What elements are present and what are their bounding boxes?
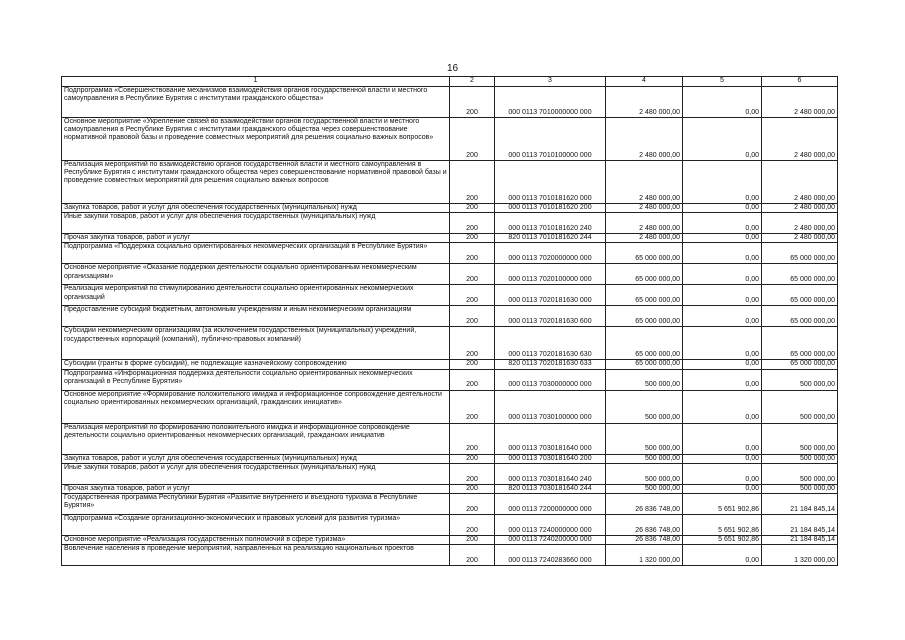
row-amount-total: 500 000,00: [762, 463, 838, 484]
table-row: [62, 234, 838, 243]
row-name: Подпрограмма «Поддержка социально ориентированных некоммерческих организаций в Республике Бурятия»: [62, 243, 450, 264]
table-row: [62, 285, 838, 306]
row-name: Подпрограмма «Создание организационно-экономических и правовых условий для развития туризма»: [62, 515, 450, 536]
row-amount-change: 0,00: [683, 264, 762, 285]
row-amount-plan: 500 000,00: [606, 454, 683, 463]
row-name: Основное мероприятие «Реализация государственных полномочий в сфере туризма»: [62, 536, 450, 545]
row-budget-code: 820 0113 7030181640 244: [495, 484, 606, 493]
table-row: [62, 161, 838, 204]
column-header: 4: [606, 77, 683, 87]
row-code: 200: [450, 204, 495, 213]
row-amount-plan: 500 000,00: [606, 423, 683, 454]
row-budget-code: 000 0113 7010181620 000: [495, 161, 606, 204]
row-code: 200: [450, 494, 495, 515]
row-amount-total: 2 480 000,00: [762, 234, 838, 243]
row-name: Реализация мероприятий по взаимодействию органов государственной власти и местного самоуправления в Республике Бурятия с институтами гражданского общества через совершенствование нормативной правовой базы и проведение совместных мероприятий для решения социально важных вопросов: [62, 161, 450, 204]
row-amount-plan: 2 480 000,00: [606, 234, 683, 243]
row-amount-total: 2 480 000,00: [762, 213, 838, 234]
row-amount-plan: 500 000,00: [606, 484, 683, 493]
row-budget-code: 000 0113 7030181640 240: [495, 463, 606, 484]
row-amount-change: 0,00: [683, 243, 762, 264]
table-row: [62, 463, 838, 484]
column-header: 3: [495, 77, 606, 87]
row-amount-plan: 65 000 000,00: [606, 360, 683, 369]
row-amount-total: 1 320 000,00: [762, 545, 838, 566]
row-name: Закупка товаров, работ и услуг для обеспечения государственных (муниципальных) нужд: [62, 204, 450, 213]
row-name: Иные закупки товаров, работ и услуг для обеспечения государственных (муниципальных) нужд: [62, 463, 450, 484]
row-amount-change: 0,00: [683, 285, 762, 306]
row-budget-code: 000 0113 7030100000 000: [495, 390, 606, 423]
row-amount-plan: 500 000,00: [606, 463, 683, 484]
row-amount-plan: 2 480 000,00: [606, 204, 683, 213]
row-amount-plan: 2 480 000,00: [606, 213, 683, 234]
row-amount-plan: 26 836 748,00: [606, 515, 683, 536]
budget-table: [61, 76, 838, 566]
row-amount-total: 65 000 000,00: [762, 264, 838, 285]
table-row: [62, 87, 838, 118]
row-budget-code: 000 0113 7020000000 000: [495, 243, 606, 264]
row-name: Закупка товаров, работ и услуг для обеспечения государственных (муниципальных) нужд: [62, 454, 450, 463]
row-budget-code: 000 0113 7010181620 200: [495, 204, 606, 213]
row-amount-change: 0,00: [683, 423, 762, 454]
row-code: 200: [450, 234, 495, 243]
row-budget-code: 000 0113 7020181630 600: [495, 306, 606, 327]
row-amount-total: 21 184 845,14: [762, 494, 838, 515]
row-name: Прочая закупка товаров, работ и услуг: [62, 234, 450, 243]
row-amount-total: 500 000,00: [762, 369, 838, 390]
row-budget-code: 000 0113 7010100000 000: [495, 118, 606, 161]
row-amount-change: 0,00: [683, 118, 762, 161]
row-name: Вовлечение населения в проведение мероприятий, направленных на реализацию национальных проектов: [62, 545, 450, 566]
row-code: 200: [450, 327, 495, 360]
row-amount-total: 500 000,00: [762, 423, 838, 454]
row-code: 200: [450, 213, 495, 234]
row-budget-code: 000 0113 7010000000 000: [495, 87, 606, 118]
table-header-row: [62, 77, 838, 87]
row-code: 200: [450, 423, 495, 454]
column-header: 2: [450, 77, 495, 87]
row-amount-change: 0,00: [683, 454, 762, 463]
row-amount-plan: 500 000,00: [606, 390, 683, 423]
row-budget-code: 820 0113 7020181630 633: [495, 360, 606, 369]
table-row: [62, 213, 838, 234]
table-row: [62, 494, 838, 515]
row-amount-total: 21 184 845,14: [762, 515, 838, 536]
row-code: 200: [450, 87, 495, 118]
row-amount-change: 0,00: [683, 545, 762, 566]
row-amount-change: 0,00: [683, 161, 762, 204]
row-name: Основное мероприятие «Оказание поддержки деятельности социально ориентированным некоммерческим организациям»: [62, 264, 450, 285]
row-code: 200: [450, 264, 495, 285]
table-row: [62, 243, 838, 264]
table-row: [62, 360, 838, 369]
row-name: Подпрограмма «Совершенствование механизмов взаимодействия органов государственной власти и местного самоуправления в Республике Бурятия с институтами гражданского общества»: [62, 87, 450, 118]
row-budget-code: 000 0113 7020100000 000: [495, 264, 606, 285]
row-amount-change: 0,00: [683, 327, 762, 360]
row-amount-change: 0,00: [683, 390, 762, 423]
row-amount-total: 65 000 000,00: [762, 360, 838, 369]
row-name: Прочая закупка товаров, работ и услуг: [62, 484, 450, 493]
row-amount-total: 2 480 000,00: [762, 118, 838, 161]
row-name: Предоставление субсидий бюджетным, автономным учреждениям и иным некоммерческим организациям: [62, 306, 450, 327]
row-amount-total: 2 480 000,00: [762, 87, 838, 118]
row-amount-plan: 2 480 000,00: [606, 87, 683, 118]
row-amount-total: 2 480 000,00: [762, 204, 838, 213]
row-code: 200: [450, 369, 495, 390]
table-row: [62, 423, 838, 454]
table-row: [62, 515, 838, 536]
table-row: [62, 390, 838, 423]
row-name: Иные закупки товаров, работ и услуг для обеспечения государственных (муниципальных) нужд: [62, 213, 450, 234]
row-amount-change: 0,00: [683, 484, 762, 493]
row-amount-change: 0,00: [683, 306, 762, 327]
row-amount-total: 2 480 000,00: [762, 161, 838, 204]
row-code: 200: [450, 545, 495, 566]
table-row: [62, 454, 838, 463]
row-name: Основное мероприятие «Формирование положительного имиджа и информационное сопровождение деятельности социально ориентированных некоммерческих организаций, гражданских инициатив»: [62, 390, 450, 423]
row-budget-code: 000 0113 7020181630 000: [495, 285, 606, 306]
row-amount-plan: 26 836 748,00: [606, 494, 683, 515]
row-code: 200: [450, 390, 495, 423]
table-row: [62, 369, 838, 390]
page-number: 16: [446, 63, 459, 74]
row-code: 200: [450, 285, 495, 306]
row-amount-change: 5 651 902,86: [683, 515, 762, 536]
row-budget-code: 000 0113 7240000000 000: [495, 515, 606, 536]
row-code: 200: [450, 484, 495, 493]
row-code: 200: [450, 515, 495, 536]
row-amount-plan: 65 000 000,00: [606, 285, 683, 306]
row-budget-code: 000 0113 7010181620 240: [495, 213, 606, 234]
row-code: 200: [450, 454, 495, 463]
row-budget-code: 820 0113 7010181620 244: [495, 234, 606, 243]
row-amount-plan: 2 480 000,00: [606, 161, 683, 204]
column-header: 6: [762, 77, 838, 87]
row-amount-change: 0,00: [683, 213, 762, 234]
row-amount-total: 65 000 000,00: [762, 285, 838, 306]
row-amount-plan: 1 320 000,00: [606, 545, 683, 566]
row-amount-change: 5 651 902,86: [683, 536, 762, 545]
row-amount-total: 500 000,00: [762, 454, 838, 463]
table-row: [62, 306, 838, 327]
row-budget-code: 000 0113 7030181640 200: [495, 454, 606, 463]
row-amount-change: 0,00: [683, 87, 762, 118]
row-budget-code: 000 0113 7200000000 000: [495, 494, 606, 515]
row-amount-total: 65 000 000,00: [762, 243, 838, 264]
row-amount-plan: 2 480 000,00: [606, 118, 683, 161]
row-amount-total: 65 000 000,00: [762, 327, 838, 360]
row-budget-code: 000 0113 7030000000 000: [495, 369, 606, 390]
row-code: 200: [450, 306, 495, 327]
row-amount-plan: 65 000 000,00: [606, 243, 683, 264]
row-code: 200: [450, 463, 495, 484]
row-name: Основное мероприятие «Укрепление связей во взаимодействии органов государственной власти и местного самоуправления в Республике Бурятия с институтами гражданского общества через совершенствование нормативной правовой базы и проведение совместных мероприятий для решения социально важных вопросов»: [62, 118, 450, 161]
row-name: Подпрограмма «Информационная поддержка деятельности социально ориентированных некоммерческих организаций в Республике Бурятия»: [62, 369, 450, 390]
row-name: Государственная программа Республики Бурятия «Развитие внутреннего и въездного туризма в Республике Бурятия»: [62, 494, 450, 515]
row-name: Субсидии (гранты в форме субсидий), не подлежащие казначейскому сопровождению: [62, 360, 450, 369]
table-row: [62, 536, 838, 545]
row-amount-change: 0,00: [683, 204, 762, 213]
row-amount-plan: 26 836 748,00: [606, 536, 683, 545]
row-code: 200: [450, 360, 495, 369]
row-code: 200: [450, 118, 495, 161]
row-budget-code: 000 0113 7020181630 630: [495, 327, 606, 360]
row-amount-plan: 65 000 000,00: [606, 264, 683, 285]
row-amount-plan: 65 000 000,00: [606, 306, 683, 327]
row-budget-code: 000 0113 7030181640 000: [495, 423, 606, 454]
row-amount-total: 65 000 000,00: [762, 306, 838, 327]
row-budget-code: 000 0113 7240200000 000: [495, 536, 606, 545]
row-amount-plan: 500 000,00: [606, 369, 683, 390]
row-amount-change: 0,00: [683, 369, 762, 390]
row-code: 200: [450, 243, 495, 264]
table-row: [62, 118, 838, 161]
table-row: [62, 545, 838, 566]
row-name: Реализация мероприятий по стимулированию деятельности социально ориентированных некоммерческих организаций: [62, 285, 450, 306]
table-row: [62, 204, 838, 213]
row-amount-change: 0,00: [683, 463, 762, 484]
row-name: Реализация мероприятий по формированию положительного имиджа и информационное сопровождение деятельности социально ориентированных некоммерческих организаций, гражданских инициатив: [62, 423, 450, 454]
row-code: 200: [450, 161, 495, 204]
column-header: 1: [62, 77, 450, 87]
row-amount-change: 0,00: [683, 360, 762, 369]
row-code: 200: [450, 536, 495, 545]
table-row: [62, 484, 838, 493]
table-row: [62, 264, 838, 285]
row-amount-change: 5 651 902,86: [683, 494, 762, 515]
row-amount-change: 0,00: [683, 234, 762, 243]
row-amount-total: 21 184 845,14: [762, 536, 838, 545]
table-row: [62, 327, 838, 360]
column-header: 5: [683, 77, 762, 87]
row-amount-plan: 65 000 000,00: [606, 327, 683, 360]
row-budget-code: 000 0113 7240283660 000: [495, 545, 606, 566]
row-amount-total: 500 000,00: [762, 390, 838, 423]
row-name: Субсидии некоммерческим организациям (за исключением государственных (муниципальных) учреждений, государственных корпораций (компаний), публично-правовых компаний): [62, 327, 450, 360]
row-amount-total: 500 000,00: [762, 484, 838, 493]
